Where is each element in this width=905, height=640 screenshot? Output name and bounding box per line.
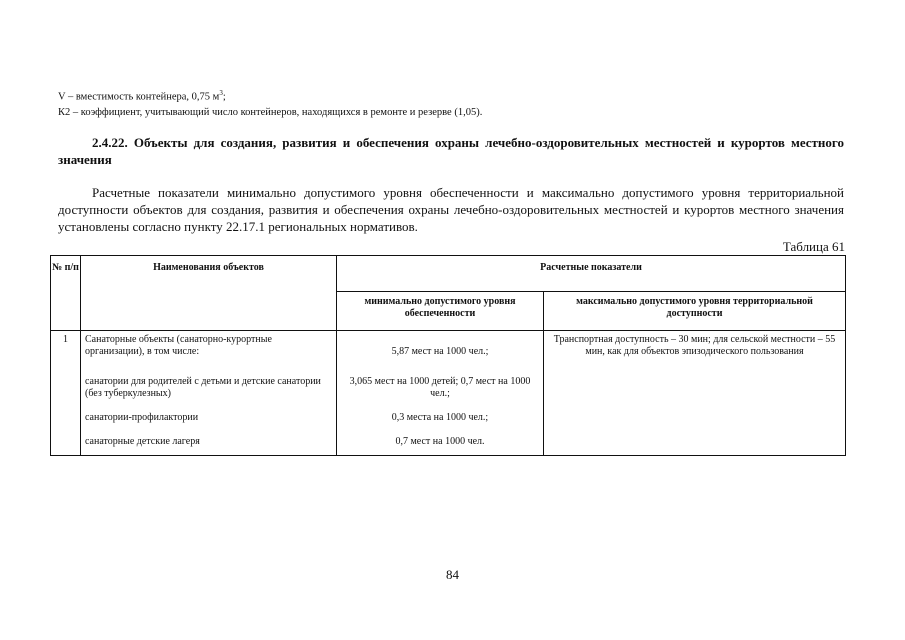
name-sanatorium-objects: Санаторные объекты (санаторно-курортные организации), в том числе:: [85, 334, 272, 357]
name-child-sanatorium-camps: санаторные детские лагеря: [85, 436, 200, 447]
value-sanatorium-objects: 5,87 мест на 1000 чел.;: [391, 346, 489, 357]
table-row: [51, 331, 846, 456]
table-header-row: [51, 256, 846, 292]
value-sanatorium-prophylactoria: 0,3 места на 1000 чел.;: [391, 412, 489, 423]
row-min-values: [337, 331, 544, 456]
header-indicators: Расчетные показатели: [337, 256, 846, 292]
row-accessibility: Транспортная доступность – 30 мин; для сельской местности – 55 мин, как для объектов эпизодического пользования: [544, 331, 846, 456]
header-name: Наименования объектов: [81, 256, 337, 331]
table-caption: Таблица 61: [782, 239, 845, 254]
header-min-level: минимально допустимого уровня обеспеченности: [337, 292, 544, 331]
definition-v: [58, 86, 482, 105]
value-family-child-sanatoria: 3,065 мест на 1000 детей; 0,7 мест на 1000 чел.;: [349, 376, 531, 399]
name-sanatorium-prophylactoria: санатории-профилактории: [85, 412, 199, 423]
row-names: [81, 331, 337, 456]
intro-paragraph: Расчетные показатели минимально допустимого уровня обеспеченности и максимально допустимого уровня территориальной доступности объектов для создания, развития и обеспечения охраны лечебно-оздоровительных местностей и курортов местного значения установлены согласно пункту 22.17.1 региональных нормативов.: [58, 185, 844, 234]
definition-v-superscript: 3: [219, 89, 223, 97]
section-heading: 2.4.22. Объекты для создания, развития и обеспечения охраны лечебно-оздоровительных местностей и курортов местного значения: [58, 135, 844, 167]
name-family-child-sanatoria: санатории для родителей с детьми и детские санатории (без туберкулезных): [85, 376, 321, 399]
definition-k2: К2 – коэффициент, учитывающий число контейнеров, находящихся в ремонте и резерве (1,05).: [58, 106, 483, 118]
page-number: 84: [446, 567, 459, 582]
value-child-sanatorium-camps: 0,7 мест на 1000 чел.: [395, 436, 485, 447]
definition-v-end: ;: [222, 91, 226, 103]
row-number: 1: [51, 331, 81, 456]
variable-definitions: [58, 86, 482, 120]
indicators-table: [50, 255, 846, 456]
header-num: № п/п: [51, 256, 81, 331]
header-max-access: максимально допустимого уровня территориальной доступности: [544, 292, 846, 331]
definition-v-text: V – вместимость контейнера, 0,75 м: [58, 91, 220, 103]
